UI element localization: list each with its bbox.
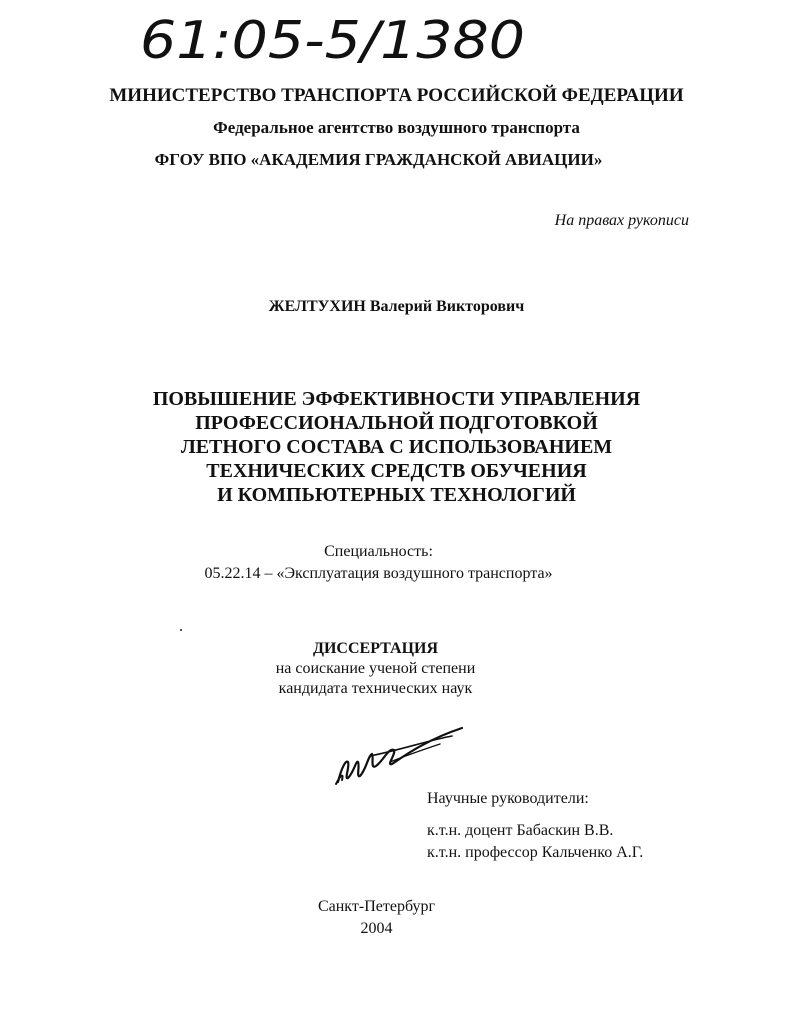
- document-type: ДИССЕРТАЦИЯ: [312, 640, 439, 657]
- scan-speck: [180, 629, 182, 631]
- title-line: ПОВЫШЕНИЕ ЭФФЕКТИВНОСТИ УПРАВЛЕНИЯ: [152, 388, 641, 410]
- author-name: ЖЕЛТУХИН Валерий Викторович: [268, 298, 525, 315]
- title-line: ПРОФЕССИОНАЛЬНОЙ ПОДГОТОВКОЙ: [195, 412, 598, 434]
- year: 2004: [360, 920, 393, 937]
- supervisors-heading: Научные руководители:: [427, 790, 589, 807]
- dissertation-title: [0, 387, 793, 507]
- city: Санкт-Петербург: [317, 898, 436, 915]
- title-line: ТЕХНИЧЕСКИХ СРЕДСТВ ОБУЧЕНИЯ: [206, 460, 587, 482]
- specialty-label: Специальность:: [324, 543, 433, 560]
- archive-code-text: 61:05-5/1380: [140, 11, 525, 71]
- city-year-block: [0, 896, 793, 940]
- supervisors-block: [427, 788, 643, 864]
- supervisor-item: к.т.н. профессор Кальченко А.Г.: [427, 844, 644, 861]
- academy-line: ФГОУ ВПО «АКАДЕМИЯ ГРАЖДАНСКОЙ АВИАЦИИ»: [154, 150, 603, 169]
- title-line: И КОМПЬЮТЕРНЫХ ТЕХНОЛОГИЙ: [217, 484, 576, 506]
- handwritten-archive-code: [140, 6, 540, 76]
- ministry-line: МИНИСТЕРСТВО ТРАНСПОРТА РОССИЙСКОЙ ФЕДЕРАЦИИ: [109, 85, 684, 106]
- supervisor-item: к.т.н. доцент Бабаскин В.В.: [427, 822, 614, 839]
- rights-note: На правах рукописи: [554, 212, 689, 229]
- specialty-block: [0, 541, 793, 585]
- agency-line: Федеральное агентство воздушного транспорта: [213, 118, 580, 137]
- specialty-value: 05.22.14 – «Эксплуатация воздушного транспорта»: [204, 565, 553, 582]
- title-line: ЛЕТНОГО СОСТАВА С ИСПОЛЬЗОВАНИЕМ: [180, 436, 613, 458]
- degree-block: [0, 639, 793, 699]
- degree-line-2: кандидата технических наук: [278, 680, 473, 697]
- degree-line-1: на соискание ученой степени: [275, 660, 476, 677]
- author-signature: [330, 726, 470, 788]
